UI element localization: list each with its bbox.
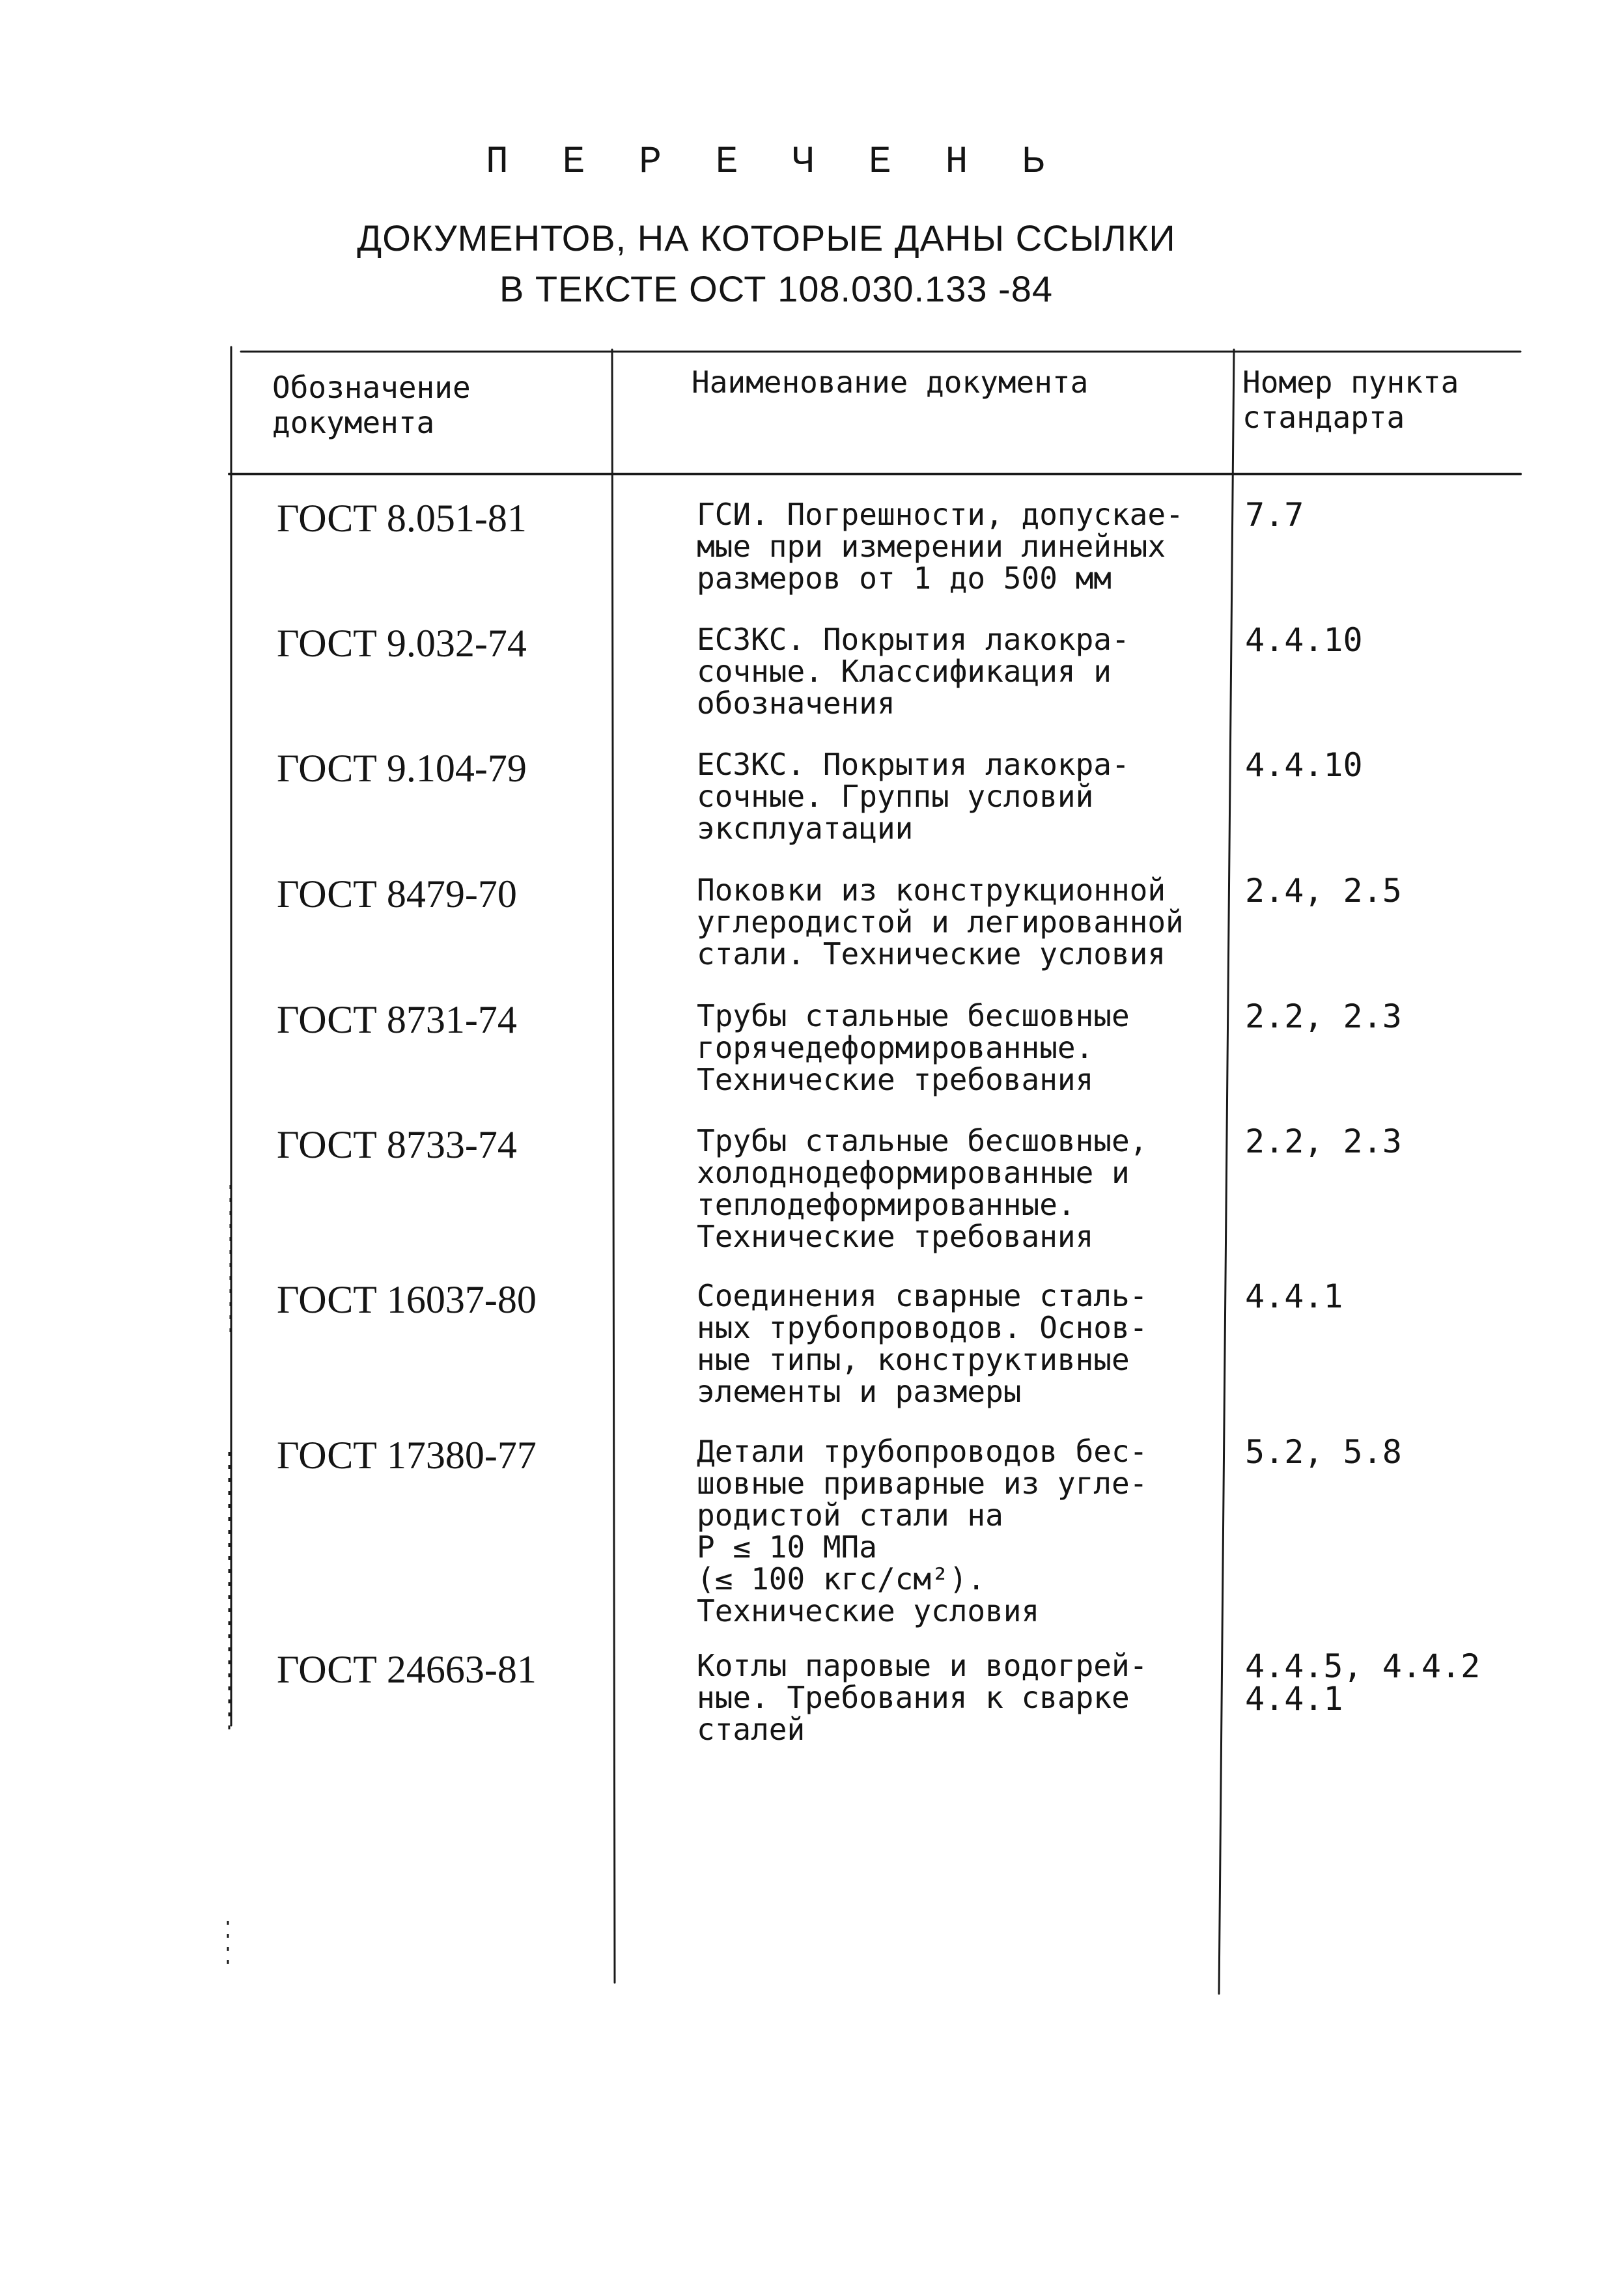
row-designation: ГОСТ 8731-74 [277, 998, 517, 1041]
row-document-name: Котлы паровые и водогрей- ные. Требования к сварке сталей [697, 1648, 1148, 1747]
column-divider-1 [612, 350, 615, 1983]
row-document-name: ГСИ. Погрешности, допускае- мые при измерении линейных размеров от 1 до 500 мм [697, 497, 1184, 596]
row-clause-number: 7.7 [1245, 496, 1304, 534]
row-designation: ГОСТ 17380-77 [277, 1434, 537, 1477]
row-clause-number: 5.2, 5.8 [1245, 1433, 1402, 1471]
row-document-name: Трубы стальные бесшовные, холоднодеформированные и теплодеформированные. Технические требования [697, 1123, 1148, 1254]
row-designation: ГОСТ 9.032-74 [277, 622, 527, 665]
column-header-document-name: Наименование документа [692, 365, 1089, 400]
row-clause-number: 4.4.5, 4.4.2 4.4.1 [1245, 1647, 1481, 1718]
row-clause-number: 4.4.1 [1245, 1278, 1343, 1315]
row-document-name: Соединения сварные сталь- ных трубопроводов. Основ- ные типы, конструктивные элементы и размеры [697, 1278, 1148, 1409]
heading-standard-ref: В ТЕКСТЕ ОСТ 108.030.133 -84 [499, 268, 1053, 309]
margin-marks [228, 1185, 231, 1966]
column-header-clause-number: Номер пункта стандарта [1242, 365, 1459, 435]
row-clause-number: 2.2, 2.3 [1245, 1123, 1402, 1160]
row-clause-number: 4.4.10 [1245, 621, 1363, 659]
row-designation: ГОСТ 8479-70 [277, 873, 517, 915]
row-clause-number: 2.2, 2.3 [1245, 998, 1402, 1035]
row-document-name: ЕСЗКС. Покрытия лакокра- сочные. Классификация и обозначения [697, 622, 1130, 721]
row-clause-number: 4.4.10 [1245, 746, 1363, 784]
heading-subtitle: ДОКУМЕНТОВ, НА КОТОРЫЕ ДАНЫ ССЫЛКИ [357, 217, 1176, 258]
row-designation: ГОСТ 8733-74 [277, 1123, 517, 1166]
row-document-name: Поковки из конструкционной углеродистой и легированной стали. Технические условия [697, 873, 1184, 971]
row-designation: ГОСТ 24663-81 [277, 1648, 537, 1691]
row-designation: ГОСТ 9.104-79 [277, 747, 527, 790]
row-clause-number: 2.4, 2.5 [1245, 872, 1402, 910]
column-header-designation: Обозначение документа [272, 370, 471, 440]
heading-title: П Е Р Е Ч Е Н Ь [485, 141, 1061, 184]
document-heading [0, 137, 1624, 313]
row-document-name: Детали трубопроводов бес- шовные приварные из угле- родистой стали на Р ≤ 10 МПа (≤ 100 кгс/см²). Технические условия [697, 1434, 1148, 1628]
row-document-name: ЕСЗКС. Покрытия лакокра- сочные. Группы условий эксплуатации [697, 747, 1130, 846]
row-designation: ГОСТ 8.051-81 [277, 497, 527, 540]
row-designation: ГОСТ 16037-80 [277, 1278, 537, 1321]
row-document-name: Трубы стальные бесшовные горячедеформированные. Технические требования [697, 998, 1130, 1097]
